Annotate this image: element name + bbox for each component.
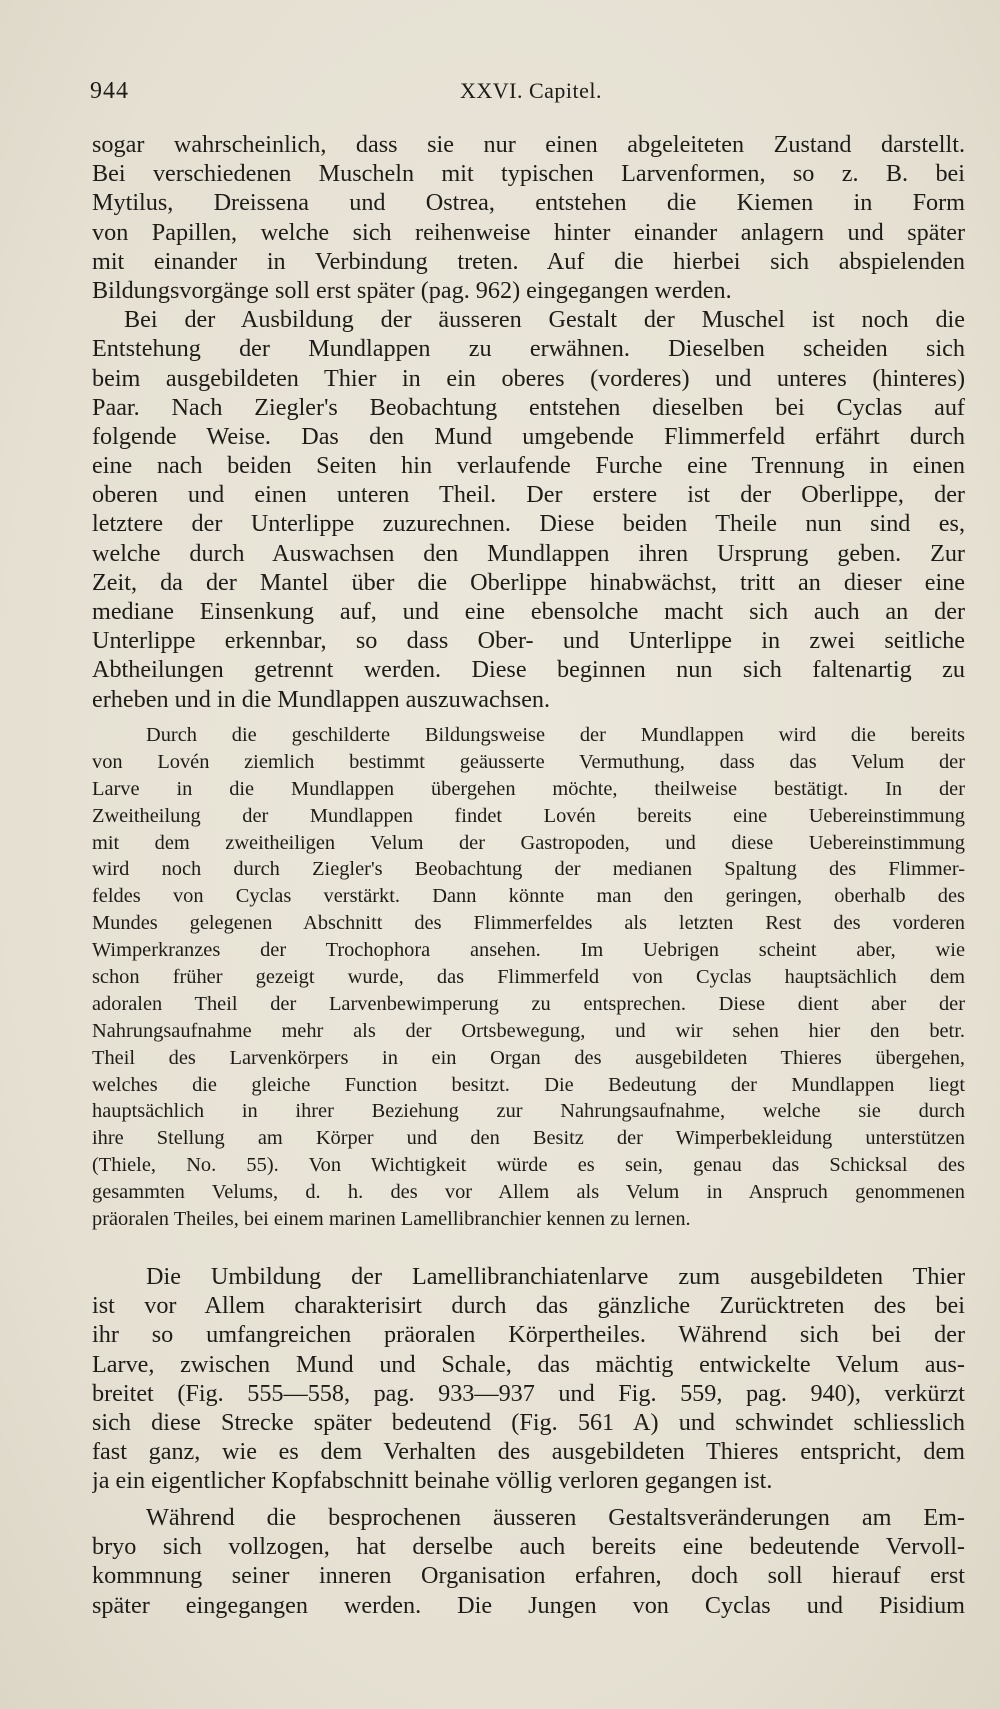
text-line: später eingegangen werden. Die Jungen von Cyclas und Pisidium — [92, 1591, 965, 1619]
text-line: fast ganz, wie es dem Verhalten des ausgebildeten Thieres entspricht, dem — [92, 1438, 965, 1466]
text-line: eine nach beiden Seiten hin verlaufende Furche eine Trennung in einen — [92, 452, 965, 480]
text-line: sich diese Strecke später bedeutend (Fig. 561 A) und schwindet schliesslich — [92, 1408, 965, 1436]
text-line: Nahrungsaufnahme mehr als der Ortsbewegung, und wir sehen hier den betr. — [92, 1019, 965, 1042]
text-line: mit dem zweitheiligen Velum der Gastropoden, und diese Uebereinstimmung — [92, 831, 965, 854]
text-line: kommnung seiner inneren Organisation erfahren, doch soll hierauf erst — [92, 1562, 965, 1590]
text-line: Theil des Larvenkörpers in ein Organ des ausgebildeten Thieres übergehen, — [92, 1046, 965, 1069]
paragraph-block-3 — [92, 1262, 965, 1496]
page-header — [90, 78, 965, 114]
text-line: von Lovén ziemlich bestimmt geäusserte Vermuthung, dass das Velum der — [92, 750, 965, 773]
text-line: Abtheilungen getrennt werden. Diese beginnen nun sich faltenartig zu — [92, 656, 965, 684]
text-line: Mytilus, Dreissena und Ostrea, entstehen die Kiemen in Form — [92, 189, 965, 217]
paragraph-block-4 — [92, 1503, 965, 1620]
page-number: 944 — [90, 78, 129, 104]
text-line: mit einander in Verbindung treten. Auf die hierbei sich abspielenden — [92, 247, 965, 275]
text-line: präoralen Theiles, bei einem marinen Lamellibranchier kennen zu lernen. — [92, 1208, 691, 1231]
text-line: welches die gleiche Function besitzt. Die Bedeutung der Mundlappen liegt — [92, 1073, 965, 1096]
text-line: Zeit, da der Mantel über die Oberlippe hinabwächst, tritt an dieser eine — [92, 568, 965, 596]
paragraph-block-1 — [92, 130, 965, 714]
text-line: letztere der Unterlippe zuzurechnen. Diese beiden Theile nun sind es, — [92, 510, 965, 538]
text-line: Unterlippe erkennbar, so dass Ober- und Unterlippe in zwei seitliche — [92, 627, 965, 655]
text-line: von Papillen, welche sich reihenweise hinter einander anlagern und später — [92, 218, 965, 246]
text-line: Larve in die Mundlappen übergehen möchte, theilweise bestätigt. In der — [92, 777, 965, 800]
text-line: Zweitheilung der Mundlappen findet Lovén bereits eine Uebereinstimmung — [92, 804, 965, 827]
running-head: XXVI. Capitel. — [460, 78, 603, 103]
text-line: gesammten Velums, d. h. des vor Allem als Velum in Anspruch genommenen — [92, 1181, 965, 1204]
text-line: Bei verschiedenen Muscheln mit typischen Larvenformen, so z. B. bei — [92, 160, 965, 188]
text-line: Mundes gelegenen Abschnitt des Flimmerfeldes als letzten Rest des vorderen — [92, 912, 965, 935]
text-line: adoralen Theil der Larvenbewimperung zu entsprechen. Diese dient aber der — [92, 992, 965, 1015]
text-line: Bildungsvorgänge soll erst später (pag. 962) eingegangen werden. — [92, 276, 732, 304]
text-line: beim ausgebildeten Thier in ein oberes (vorderes) und unteres (hinteres) — [92, 364, 965, 392]
text-line: ihre Stellung am Körper und den Besitz der Wimperbekleidung unterstützen — [92, 1127, 965, 1150]
text-line: Durch die geschilderte Bildungsweise der Mundlappen wird die bereits — [146, 724, 965, 746]
text-line: erheben und in die Mundlappen auszuwachsen. — [92, 685, 551, 713]
text-line: Wimperkranzes der Trochophora ansehen. Im Uebrigen scheint aber, wie — [92, 939, 965, 962]
text-line: Larve, zwischen Mund und Schale, das mächtig entwickelte Velum aus- — [92, 1350, 965, 1378]
text-line: Bei der Ausbildung der äusseren Gestalt der Muschel ist noch die — [124, 306, 965, 334]
text-line: hauptsächlich in ihrer Beziehung zur Nahrungsaufnahme, welche sie durch — [92, 1100, 965, 1123]
text-line: sogar wahrscheinlich, dass sie nur einen abgeleiteten Zustand darstellt. — [92, 131, 965, 158]
text-line: (Thiele, No. 55). Von Wichtigkeit würde es sein, genau das Schicksal des — [92, 1154, 965, 1177]
text-line: mediane Einsenkung auf, und eine ebensolche macht sich auch an der — [92, 598, 965, 625]
text-line: Entstehung der Mundlappen zu erwähnen. Dieselben scheiden sich — [92, 335, 965, 363]
text-line: ja ein eigentlicher Kopfabschnitt beinahe völlig verloren gegangen ist. — [92, 1467, 773, 1495]
text-line: schon früher gezeigt wurde, das Flimmerfeld von Cyclas hauptsächlich dem — [92, 966, 965, 989]
text-line: Während die besprochenen äusseren Gestaltsveränderungen am Em- — [146, 1504, 965, 1531]
text-line: Die Umbildung der Lamellibranchiatenlarve zum ausgebildeten Thier — [146, 1263, 965, 1290]
text-line: oberen und einen unteren Theil. Der erstere ist der Oberlippe, der — [92, 481, 965, 509]
text-line: breitet (Fig. 555—558, pag. 933—937 und Fig. 559, pag. 940), verkürzt — [92, 1379, 965, 1407]
text-line: folgende Weise. Das den Mund umgebende Flimmerfeld erfährt durch — [92, 422, 965, 450]
text-line: Paar. Nach Ziegler's Beobachtung entstehen dieselben bei Cyclas auf — [92, 393, 965, 421]
text-line: ihr so umfangreichen präoralen Körpertheiles. Während sich bei der — [92, 1321, 965, 1349]
text-line: ist vor Allem charakterisirt durch das gänzliche Zurücktreten des bei — [92, 1292, 965, 1320]
text-line: feldes von Cyclas verstärkt. Dann könnte man den geringen, oberhalb des — [92, 885, 965, 908]
paragraph-block-2 — [92, 722, 965, 1233]
text-line: welche durch Auswachsen den Mundlappen ihren Ursprung geben. Zur — [92, 539, 965, 567]
text-line: bryo sich vollzogen, hat derselbe auch bereits eine bedeutende Vervoll- — [92, 1533, 965, 1561]
text-line: wird noch durch Ziegler's Beobachtung der medianen Spaltung des Flimmer- — [92, 858, 965, 881]
